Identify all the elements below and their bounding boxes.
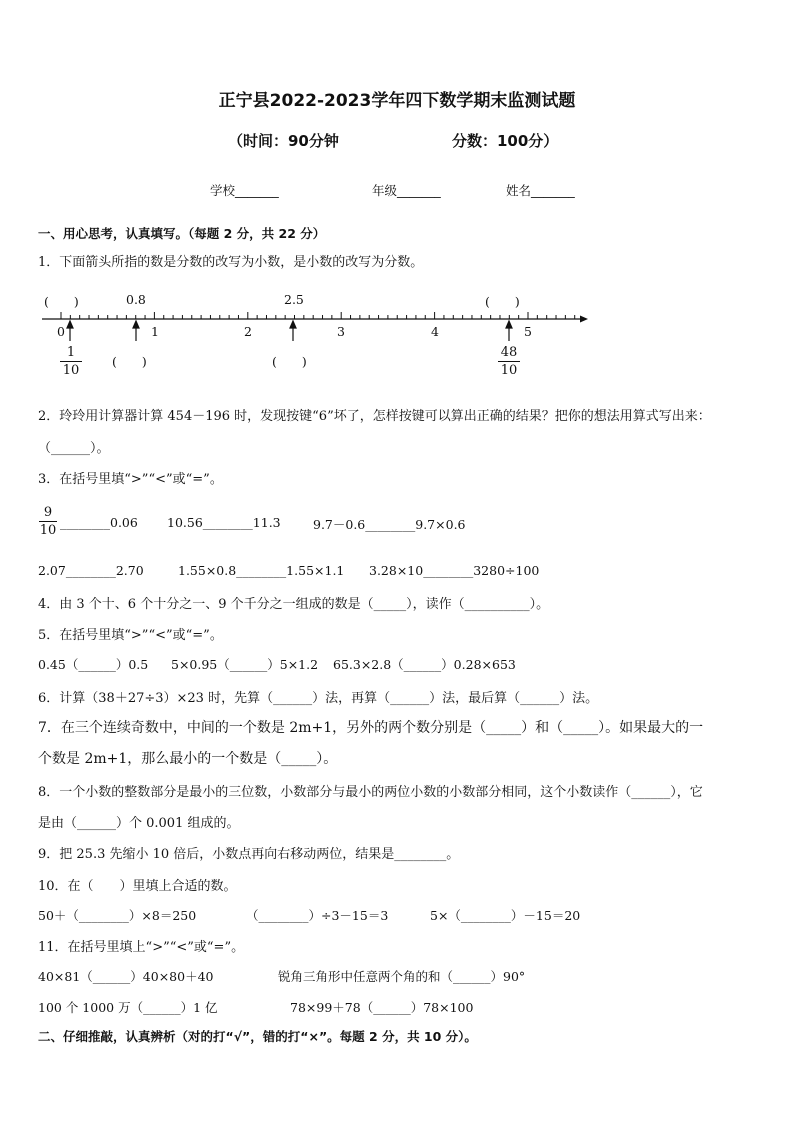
q11-item-4: 78×99＋78（______）78×100 [290,1000,474,1015]
compare-3: 9.7－0.6________9.7×0.6 [313,517,466,532]
question-5-text: 5．在括号里填“>”“<”或“=”。 [38,628,223,643]
q5-item-3: 65.3×2.8（______）0.28×653 [333,657,516,672]
number-line-label-above-4: ( ) [485,294,520,309]
question-9-text: 9．把 25.3 先缩小 10 倍后，小数点再向右移动两位，结果是________。 [38,847,460,862]
compare-6: 3.28×10________3280÷100 [369,563,540,578]
number-line-label-above-3: 2.5 [284,292,304,307]
q10-item-2: （________）÷3－15＝3 [246,908,389,923]
question-2-line-1: 2．玲玲用计算器计算 454－196 时，发现按键“6”坏了，怎样按键可以算出正确的结果？把你的想法用算式写出来： [38,409,711,424]
q10-item-1: 50＋（________）×8＝250 [38,908,197,923]
q10-item-3: 5×（________）－15＝20 [430,908,581,923]
q11-item-3: 100 个 1000 万（______）1 亿 [38,1000,218,1015]
number-line-label-below-1: ( ) [112,354,147,369]
page-title: 正宁县2022-2023学年四下数学期末监测试题 [218,91,576,111]
question-8-line-1: 8．一个小数的整数部分是最小的三位数，小数部分与最小的两位小数的小数部分相同，这个小数读作（______），它 [38,785,703,800]
tick-label-1: 1 [151,324,159,339]
q5-item-2: 5×0.95（______）5×1.2 [171,657,319,672]
question-6-text: 6．计算（38＋27÷3）×23 时，先算（______）法，再算（______）法，最后算（______）法。 [38,691,599,706]
fraction-48-tenths: 48 10 [498,345,520,378]
q11-item-1: 40×81（______）40×80＋40 [38,969,214,984]
school-field: 学校_______ [210,183,279,198]
number-line-label-below-2: ( ) [272,354,307,369]
name-field: 姓名_______ [506,183,575,198]
q5-item-1: 0.45（______）0.5 [38,657,149,672]
compare-2: 10.56________11.3 [167,515,281,530]
number-line-arrowhead [580,316,588,323]
number-line-label-above-1: ( ) [44,294,79,309]
q11-item-2: 锐角三角形中任意两个角的和（______）90° [278,969,526,984]
tick-label-5: 5 [524,324,532,339]
tick-label-0: 0 [57,324,65,339]
number-line [0,0,794,400]
exam-time: （时间：90分钟 [228,132,339,150]
question-10-text: 10．在（ ）里填上合适的数。 [38,879,237,894]
section-2-heading: 二、仔细推敲，认真辨析（对的打“√”，错的打“×”。每题 2 分，共 10 分）。 [38,1029,477,1044]
number-line-label-above-2: 0.8 [126,292,146,307]
question-2-line-2: （______）。 [38,441,110,456]
fraction-one-tenth: 1 10 [60,345,82,378]
question-1-text: 1．下面箭头所指的数是分数的改写为小数，是小数的改写为分数。 [38,255,424,270]
compare-4: 2.07________2.70 [38,563,144,578]
question-4-text: 4．由 3 个十、6 个十分之一、9 个千分之一组成的数是（_____），读作（__________）。 [38,597,550,612]
compare-5: 1.55×0.8________1.55×1.1 [178,563,345,578]
compare-1: ________0.06 [60,515,138,530]
question-7-line-1: 7．在三个连续奇数中，中间的一个数是 2m+1，另外的两个数分别是（_____）和（_____）。如果最大的一 [38,720,704,736]
pointer-arrows [67,321,512,341]
fraction-nine-tenths: 9 10 [39,505,57,538]
tick-label-2: 2 [244,324,252,339]
question-8-line-2: 是由（______）个 0.001 组成的。 [38,816,240,831]
section-1-heading: 一、用心思考，认真填写。（每题 2 分，共 22 分） [38,226,326,241]
question-7-line-2: 个数是 2m+1，那么最小的一个数是（_____）。 [38,751,338,767]
question-3-text: 3．在括号里填“>”“<”或“=”。 [38,472,223,487]
tick-label-3: 3 [337,324,345,339]
grade-field: 年级_______ [372,183,441,198]
question-11-text: 11．在括号里填上“>”“<”或“=”。 [38,940,245,955]
exam-score: 分数：100分） [452,132,559,150]
tick-label-4: 4 [431,324,439,339]
